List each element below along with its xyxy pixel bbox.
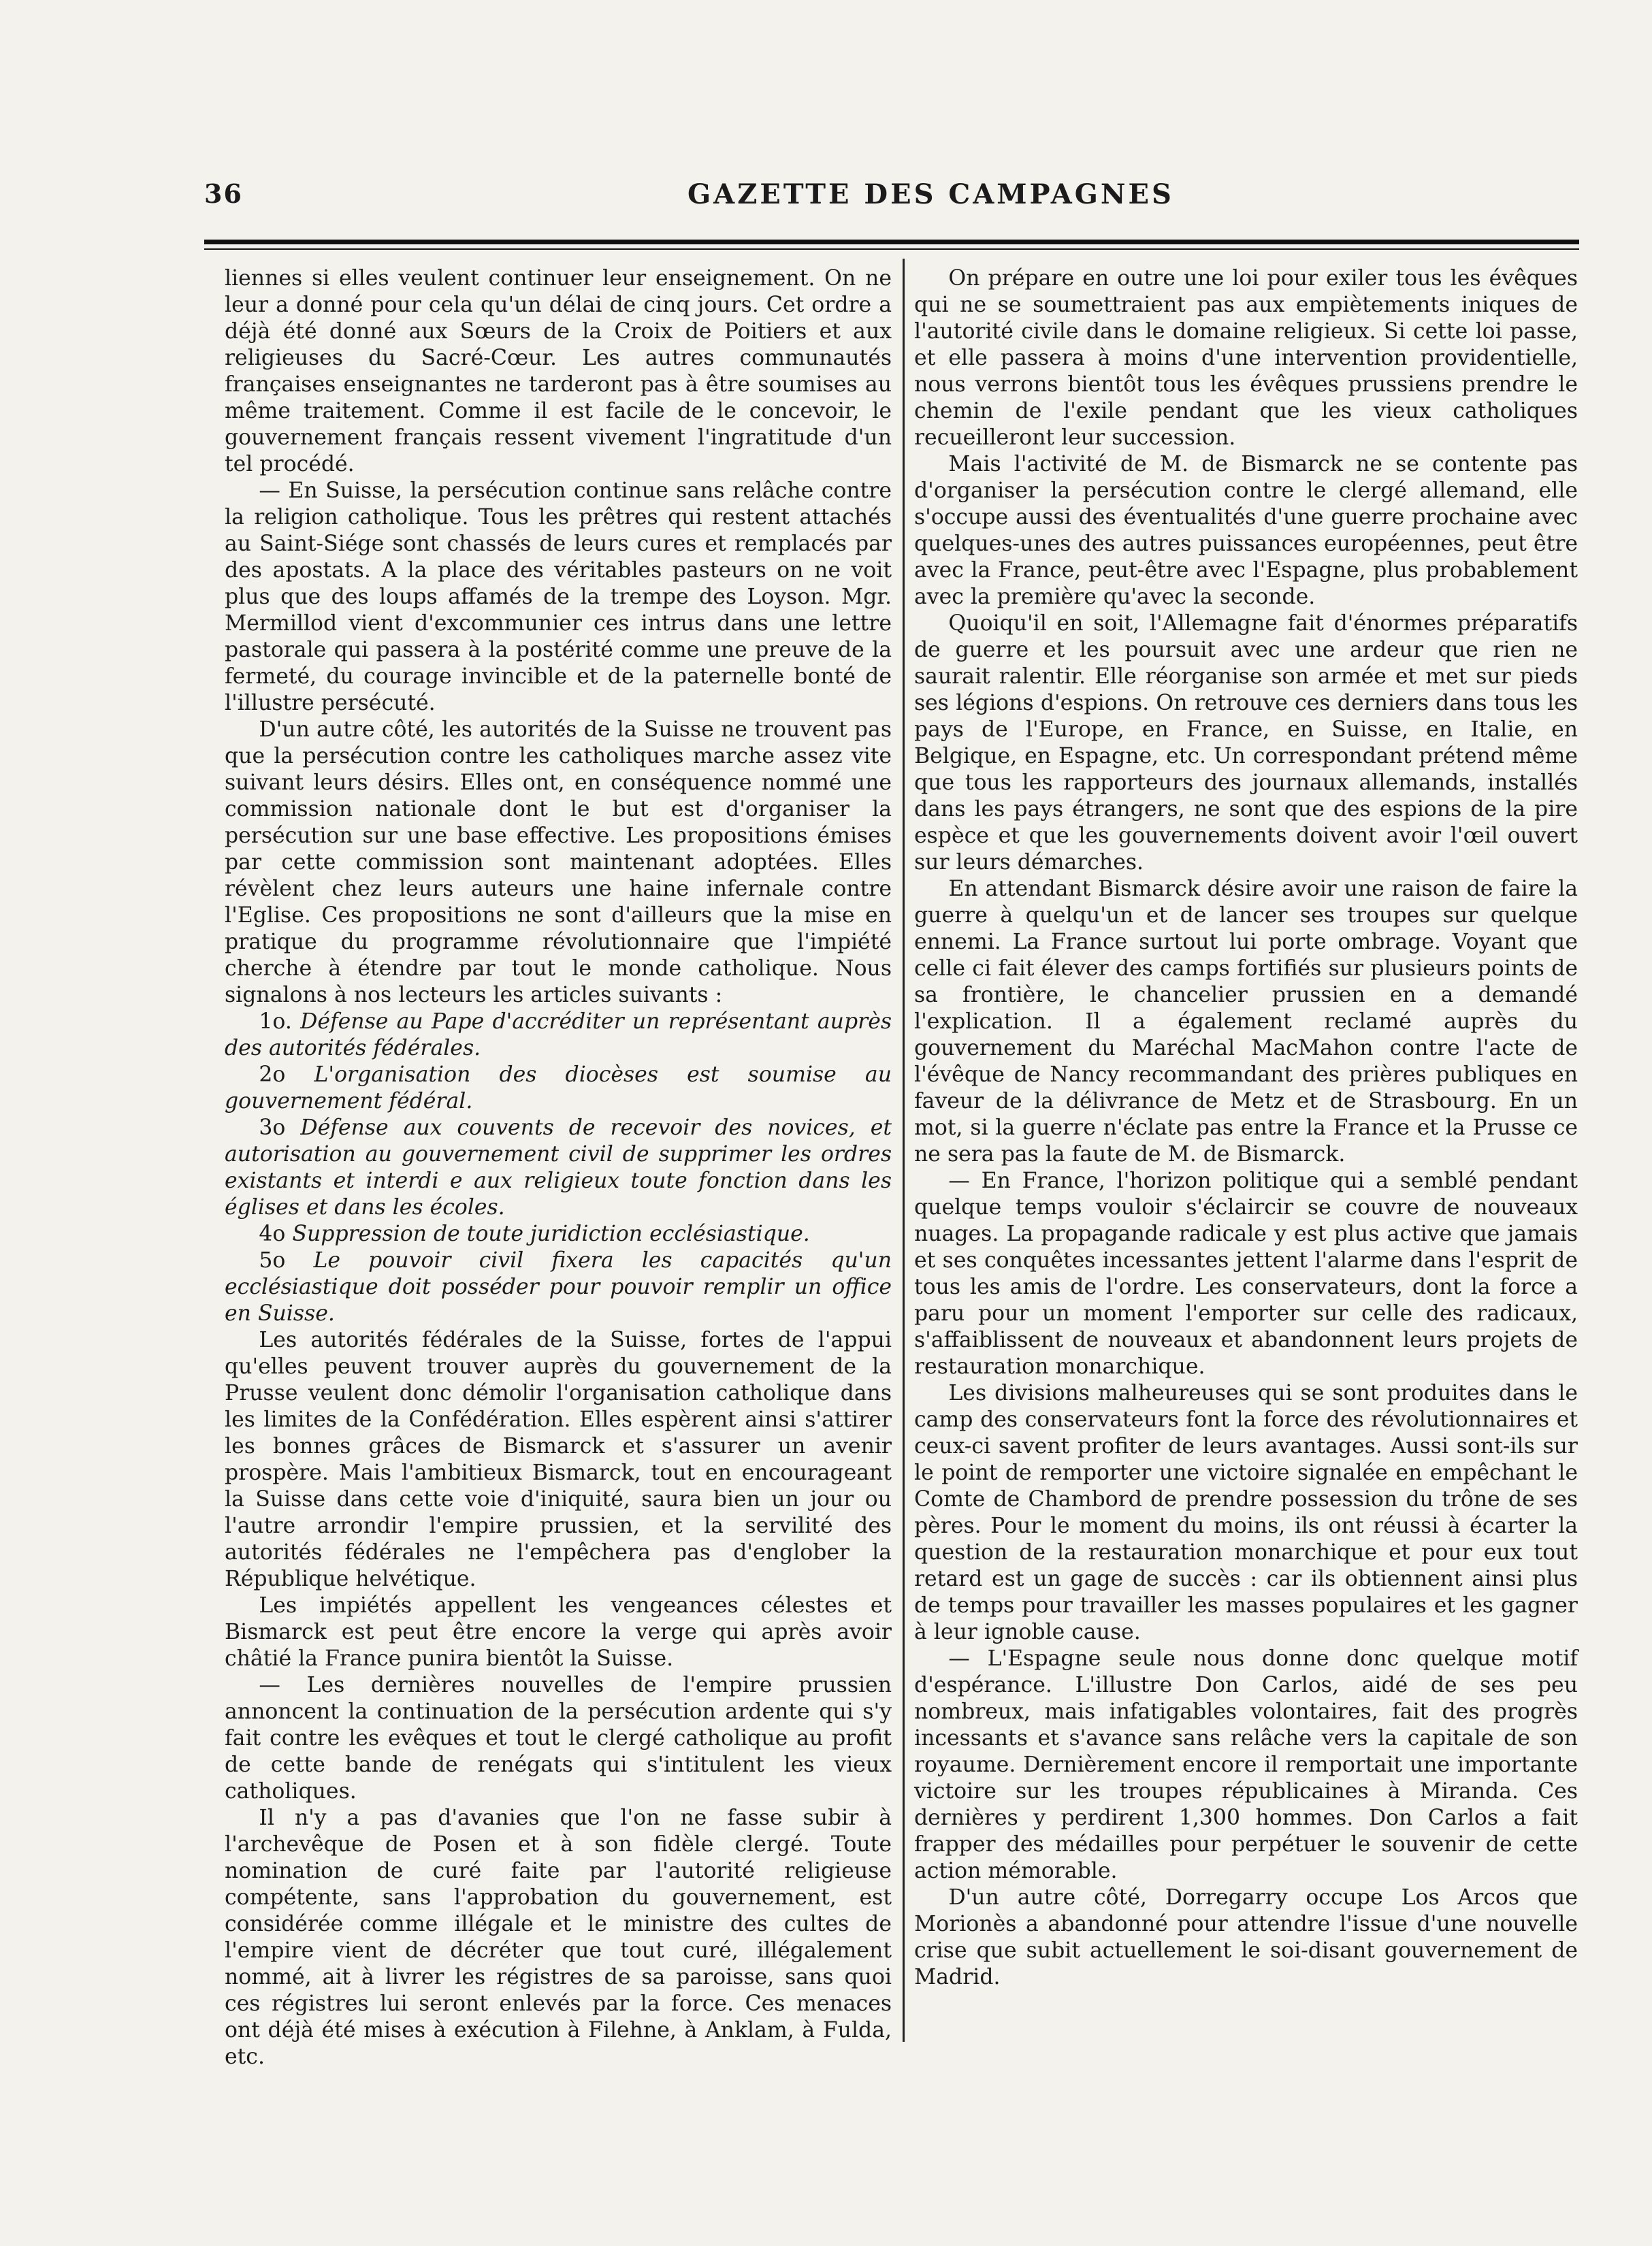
- list-item-text: Défense aux couvents de recevoir des novices, et autorisation au gouvernement civil de supprimer les ordres existants et interdi e aux religieux toute fonction dans les églises et dans les écoles.: [225, 1116, 892, 1220]
- article-paragraph: — Les dernières nouvelles de l'empire prussien annoncent la continuation de la persécution ardente qui s'y fait contre les evêques et tout le clergé catholique au profit de cette bande de renégats qui s'intitulent les vieux catholiques.: [225, 1673, 892, 1804]
- list-item-text: Le pouvoir civil fixera les capacités qu'un ecclésiastique doit posséder pour pouvoir remplir un office en Suisse.: [225, 1248, 892, 1326]
- article-paragraph: Les impiétés appellent les vengeances célestes et Bismarck est peut être encore la verge qui après avoir châtié la France punira bientôt la Suisse.: [225, 1593, 892, 1671]
- article-list-item: [225, 1009, 892, 1062]
- header-rule: [204, 240, 1579, 244]
- list-item-label: 2o: [259, 1062, 286, 1087]
- article-paragraph: Les autorités fédérales de la Suisse, fortes de l'appui qu'elles peuvent trouver auprès du gouvernement de la Prusse veulent donc démolir l'organisation catholique dans les limites de la Confédération. Elles espèrent ainsi s'attirer les bonnes grâces de Bismarck et s'assurer un avenir prospère. Mais l'ambitieux Bismarck, tout en encourageant la Suisse dans cette voie d'iniquité, saura bien un jour ou l'autre arrondir l'empire prussien, et la servilité des autorités fédérales ne l'empêchera pas d'englober la République helvétique.: [225, 1328, 892, 1591]
- article-paragraph: — En Suisse, la persécution continue sans relâche contre la religion catholique. Tous les prêtres qui restent attachés au Saint-Siége sont chassés de leurs cures et remplacés par des apostats. A la place des véritables pasteurs on ne voit plus que des loups affamés de la trempe des Loyson. Mgr. Mermillod vient d'excommunier ces intrus dans une lettre pastorale qui passera à la postérité comme une preuve de la fermeté, du courage invincible et de la paternelle bonté de l'illustre persécuté.: [225, 478, 892, 715]
- list-item-label: 3o: [259, 1116, 286, 1140]
- list-item-text: Défense au Pape d'accréditer un représentant auprès des autorités fédérales.: [225, 1009, 892, 1060]
- article-list-item: [225, 1115, 892, 1221]
- article-paragraph: Quoiqu'il en soit, l'Allemagne fait d'énormes préparatifs de guerre et les poursuit avec une ardeur que rien ne saurait ralentir. Elle réorganise son armée et met sur pieds ses légions d'espions. On retrouve ces derniers dans tous les pays de l'Europe, en France, en Suisse, en Italie, en Belgique, en Espagne, etc. Un correspondant prétend même que tous les rapporteurs des journaux allemands, installés dans les pays étrangers, ne sont que des espions de la pire espèce et que les gouvernements doivent avoir l'œil ouvert sur leurs démarches.: [914, 611, 1578, 875]
- article-paragraph: Les divisions malheureuses qui se sont produites dans le camp des conservateurs font la force des révolutionnaires et ceux-ci savent profiter de leurs avantages. Aussi sont-ils sur le point de remporter une victoire signalée en empêchant le Comte de Chambord de prendre possession du trône de ses pères. Pour le moment du moins, ils ont réussi à écarter la question de la restauration monarchique et pour eux tout retard est un gage de succès : car ils obtiennent ainsi plus de temps pour travailler les masses populaires et les gagner à leur ignoble cause.: [914, 1381, 1578, 1644]
- list-item-label: 5o: [259, 1248, 286, 1273]
- article-list-item: [225, 1062, 892, 1115]
- article-paragraph: D'un autre côté, les autorités de la Suisse ne trouvent pas que la persécution contre les catholiques marche assez vite suivant leurs désirs. Elles ont, en conséquence nommé une commission nationale dont le but est d'organiser la persécution sur une base effective. Les propositions émises par cette commission sont maintenant adoptées. Elles révèlent chez leurs auteurs une haine infernale contre l'Eglise. Ces propositions ne sont d'ailleurs que la mise en pratique du programme révolutionnaire que l'impiété cherche à étendre par tout le monde catholique. Nous signalons à nos lecteurs les articles suivants :: [225, 717, 892, 1007]
- article-paragraph: Mais l'activité de M. de Bismarck ne se contente pas d'organiser la persécution contre le clergé allemand, elle s'occupe aussi des éventualités d'une guerre prochaine avec quelques-unes des autres puissances européennes, peut être avec la France, peut-être avec l'Espagne, plus probablement avec la première qu'avec la seconde.: [914, 452, 1578, 609]
- column-divider: [903, 259, 905, 2042]
- list-item-label: 1o.: [259, 1009, 292, 1034]
- article-paragraph: On prépare en outre une loi pour exiler tous les évêques qui ne se soumettraient pas aux empiètements iniques de l'autorité civile dans le domaine religieux. Si cette loi passe, et elle passera à moins d'une intervention providentielle, nous verrons bientôt tous les évêques prussiens prendre le chemin de l'exile pendant que les vieux catholiques recueilleront leur succession.: [914, 266, 1578, 450]
- page-number: 36: [204, 178, 243, 209]
- article-paragraph: D'un autre côté, Dorregarry occupe Los Arcos que Morionès a abandonné pour attendre l'issue d'une nouvelle crise que subit actuellement le soi-disant gouvernement de Madrid.: [914, 1885, 1578, 1989]
- article-list-item: [225, 1221, 892, 1248]
- article-paragraph: — En France, l'horizon politique qui a semblé pendant quelque temps vouloir s'éclaircir se couvre de nouveaux nuages. La propagande radicale y est plus active que jamais et ses conquêtes incessantes jettent l'alarme dans l'esprit de tous les amis de l'ordre. Les conservateurs, dont la force a paru pour un moment l'emporter sur celle des radicaux, s'affaiblissent de nouveaux et abandonnent leurs projets de restauration monarchique.: [914, 1169, 1578, 1379]
- list-item-label: 4o: [259, 1222, 286, 1246]
- list-item-text: L'organisation des diocèses est soumise au gouvernement fédéral.: [225, 1062, 892, 1113]
- article-paragraph: En attendant Bismarck désire avoir une raison de faire la guerre à quelqu'un et de lancer ses troupes sur quelque ennemi. La France surtout lui porte ombrage. Voyant que celle ci fait élever des camps fortifiés sur plusieurs points de sa frontière, le chancelier prussien en a demandé l'explication. Il a également reclamé auprès du gouvernement du Maréchal MacMahon contre l'acte de l'évêque de Nancy recommandant des prières publiques en faveur de la délivrance de Metz et de Strasbourg. En un mot, si la guerre n'éclate pas entre la France et la Prusse ce ne sera pas la faute de M. de Bismarck.: [914, 877, 1578, 1167]
- article-paragraph: liennes si elles veulent continuer leur enseignement. On ne leur a donné pour cela qu'un délai de cinq jours. Cet ordre a déjà été donné aux Sœurs de la Croix de Poitiers et aux religieuses du Sacré-Cœur. Les autres communautés françaises enseignantes ne tarderont pas à être soumises au même traitement. Comme il est facile de le concevoir, le gouvernement français ressent vivement l'ingratitude d'un tel procédé.: [225, 266, 892, 476]
- article-paragraph: Il n'y a pas d'avanies que l'on ne fasse subir à l'archevêque de Posen et à son fidèle clergé. Toute nomination de curé faite par l'autorité religieuse compétente, sans l'approbation du gouvernement, est considérée comme illégale et le ministre des cultes de l'empire vient de décréter que tout curé, illégalement nommé, ait à livrer les régistres de sa paroisse, sans quoi ces régistres lui seront enlevés par la force. Ces menaces ont déjà été mises à exécution à Filehne, à Anklam, à Fulda, etc.: [225, 1806, 892, 2069]
- newspaper-title: GAZETTE DES CAMPAGNES: [687, 178, 1174, 210]
- page-header: [204, 178, 1566, 212]
- left-column: [225, 265, 892, 2070]
- article-paragraph: — L'Espagne seule nous donne donc quelque motif d'espérance. L'illustre Don Carlos, aidé de ses peu nombreux, mais infatigables volontaires, fait des progrès incessants et s'avance sans relâche vers la capitale de son royaume. Dernièrement encore il remportait une importante victoire sur les troupes républicaines à Miranda. Ces dernières y perdirent 1,300 hommes. Don Carlos a fait frapper des médailles pour perpétuer le souvenir de cette action mémorable.: [914, 1646, 1578, 1883]
- right-column: [914, 265, 1578, 1991]
- header-rule-thin: [204, 248, 1579, 250]
- list-item-text: Suppression de toute juridiction ecclésiastique.: [292, 1222, 810, 1246]
- article-list-item: [225, 1248, 892, 1327]
